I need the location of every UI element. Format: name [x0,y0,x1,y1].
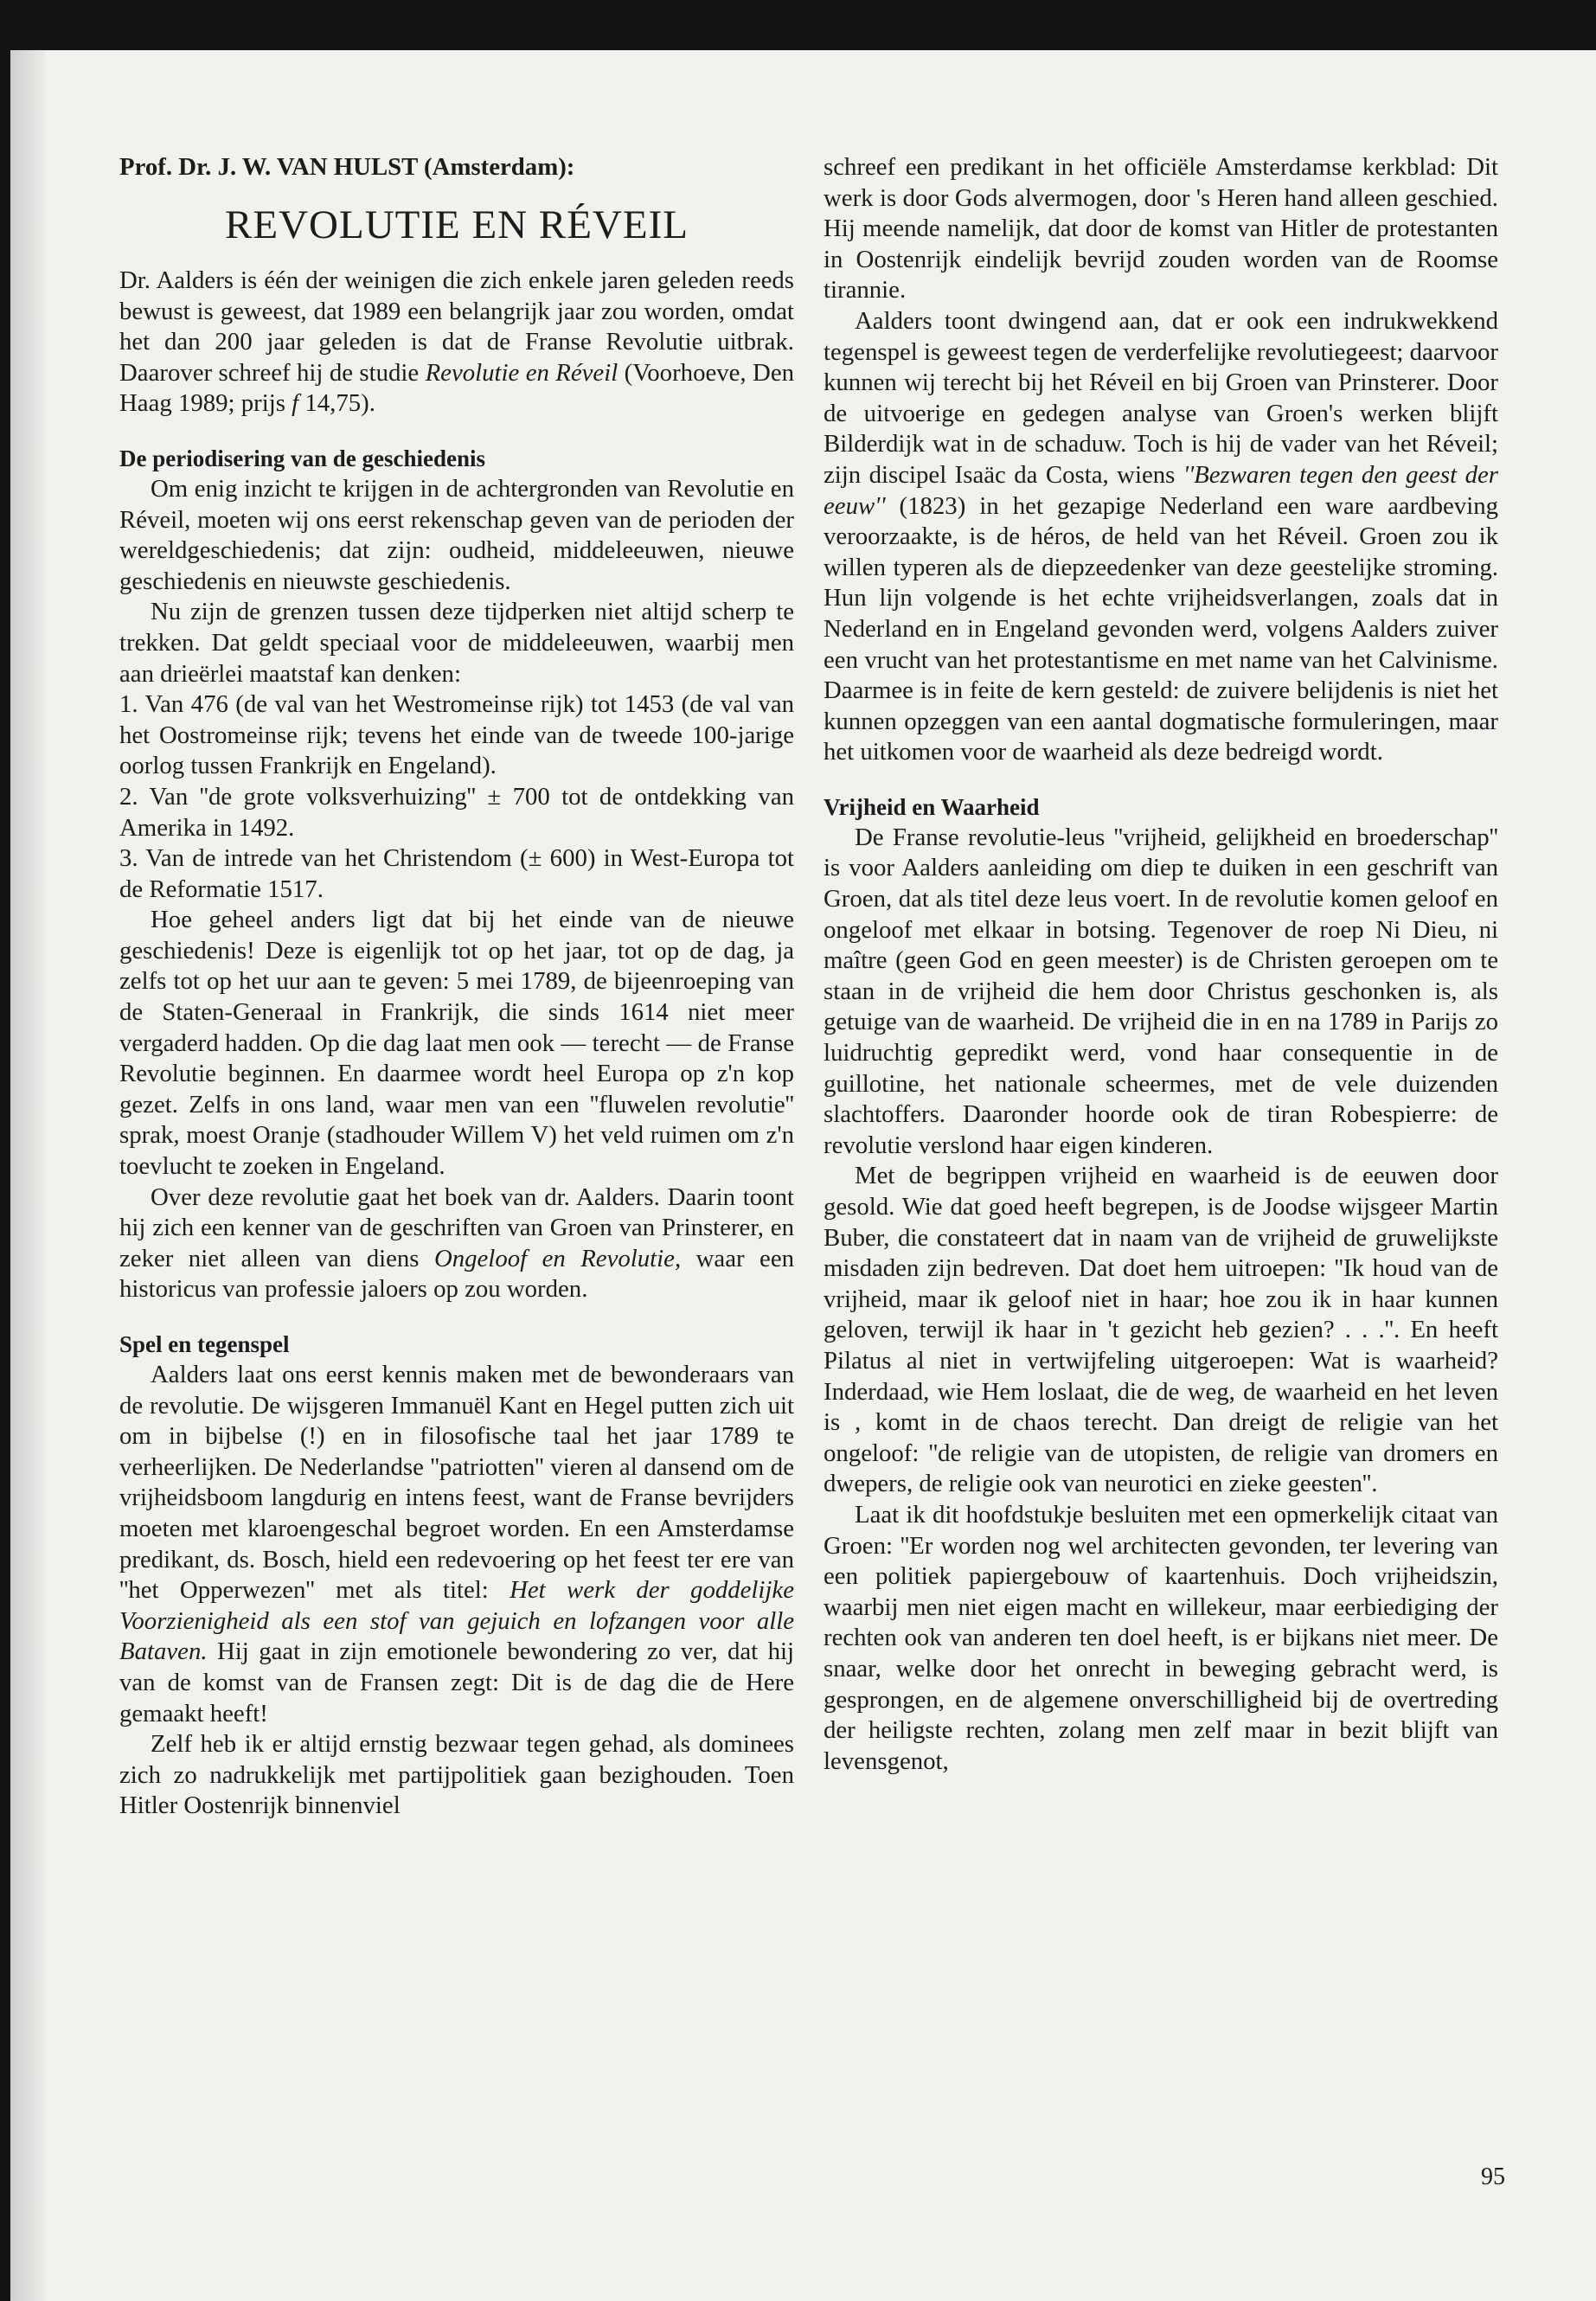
paragraph: Met de begrippen vrijheid en waarheid is de eeuwen door gesold. Wie dat goed heeft begrepen, is de Joodse wijsgeer Martin Buber, die constateert dat in naam van de vrijheid de gruwelijkste misdaden zijn bedreven. Dat doet hem uitroepen: ''Ik houd van de vrijheid, maar ik geloof niet in haar; hoe zou ik in haar kunnen geloven, terwijl ik haar in 't gezicht heb gezien? . . .''. En heeft Pilatus al niet in vertwijfeling uitgeroepen: Wat is waarheid? Inderdaad, wie Hem loslaat, die de weg, de waarheid en het leven is , komt in de chaos terecht. Dan dreigt de religie van het ongeloof: ''de religie van de utopisten, de religie van dromers en dwepers, de religie ook van neurotici en zieke geesten''. [824,1162,1498,1498]
list-item: 1. Van 476 (de val van het Westromeinse rijk) tot 1453 (de val van het Oostromeinse rijk; tevens het einde van de tweede 100-jarige oorlog tussen Frankrijk en Engeland). [119,690,794,780]
page-number: 95 [1481,2163,1505,2190]
paragraph: Om enig inzicht te krijgen in de achtergronden van Revolutie en Réveil, moeten wij ons eerst rekenschap geven van de perioden der wereldgeschiedenis; dat zijn: oudheid, middeleeuwen, nieuwe geschiedenis en nieuwste geschiedenis. [119,474,794,595]
paragraph: Aalders laat ons eerst kennis maken met de bewonderaars van de revolutie. De wijsgeren Immanuël Kant en Hegel putten zich uit om in bijbelse (!) en in filosofische taal het jaar 1789 te verheerlijken. De Nederlandse ''patriotten'' vieren al dansend om de vrijheidsboom langdurig en intens feest, want de Franse bevrijders moeten met klaroengeschal begroet worden. En een Amsterdamse predikant, ds. Bosch, hield een redevoering op het feest ter ere van ''het Opperwezen'' met als titel: Het werk der goddelijke Voorzienigheid als een stof van gejuich en lofzangen voor alle Bataven. Hij gaat in zijn emotionele bewondering zo ver, dat hij van de komst van de Fransen zegt: Dit is de dag die de Here gemaakt heeft! [119,1361,794,1727]
section-heading-vrijheid-en-waarheid: Vrijheid en Waarheid [824,793,1040,820]
paragraph: Laat ik dit hoofdstukje besluiten met een opmerkelijk citaat van Groen: ''Er worden nog wel architecten gevonden, ter levering van een politiek papiergebouw of kaartenhuis. Doch vrijheidszin, waarbij men niet eigen macht en willekeur, maar eerbiediging der rechten ook van anderen ten doel heeft, is er bijkans niet meer. De snaar, welke door het onrecht in beweging gebracht werd, is gesprongen, en de algemene onverschilligheid bij de overtreding der heiligste rechten, zolang men zelf maar in bezit blijft van levensgenot, [824,1500,1498,1775]
paragraph: schreef een predikant in het officiële Amsterdamse kerkblad: Dit werk is door Gods alvermogen, door 's Heren hand alleen geschied. Hij meende namelijk, dat door de komst van Hitler de protestanten in Oostenrijk eindelijk bevrijd zouden worden van de Roomse tirannie. [824,153,1498,304]
right-column [824,152,1498,1777]
left-column [119,152,794,1822]
article-title: REVOLUTIE EN RÉVEIL [225,202,689,247]
list-item: 2. Van ''de grote volksverhuizing'' ± 700 tot de ontdekking van Amerika in 1492. [119,782,794,842]
paragraph: De Franse revolutie-leus ''vrijheid, gelijkheid en broederschap'' is voor Aalders aanleiding om diep te duiken in een geschrift van Groen, dat als titel deze leus voert. In de revolutie komen geloof en ongeloof met elkaar in botsing. Tegenover de roep Ni Dieu, ni maître (geen God en geen meester) is de Christen geroepen om te staan in de vrijheid die hem door Christus geschonken is, als getuige van de waarheid. De vrijheid die in en na 1789 in Parijs zo luidruchtig gepredikt werd, vond haar consequentie in de guillotine, het nationale scheermes, met de vele duizenden slachtoffers. Daaronder hoorde ook de tiran Robespierre: de revolutie verslond haar eigen kinderen. [824,823,1498,1159]
paragraph: Hoe geheel anders ligt dat bij het einde van de nieuwe geschiedenis! Deze is eigenlijk tot op het jaar, tot op de dag, ja zelfs tot op het uur aan te geven: 5 mei 1789, de bijeenroeping van de Staten-Generaal in Frankrijk, die sinds 1614 niet meer vergaderd hadden. Op die dag laat men ook — terecht — de Franse Revolutie beginnen. En daarmee wordt heel Europa op z'n kop gezet. Zelfs in ons land, waar men van een ''fluwelen revolutie'' sprak, moest Oranje (stadhouder Willem V) het veld ruimen om z'n toevlucht te zoeken in Engeland. [119,906,794,1181]
paragraph: Nu zijn de grenzen tussen deze tijdperken niet altijd scherp te trekken. Dat geldt speciaal voor de middeleeuwen, waarbij men aan drieërlei maatstaf kan denken: [119,598,794,688]
paragraph: Zelf heb ik er altijd ernstig bezwaar tegen gehad, als dominees zich zo nadrukkelijk met partijpolitiek gaan bezighouden. Toen Hitler Oostenrijk binnenviel [119,1730,794,1820]
section-heading-spel-en-tegenspel: Spel en tegenspel [119,1331,290,1357]
author-byline: Prof. Dr. J. W. VAN HULST (Amsterdam): [119,153,575,181]
section-heading-periodisering: De periodisering van de geschiedenis [119,445,485,471]
binding-gutter [10,50,45,2301]
page [10,50,1596,2301]
intro-paragraph: Dr. Aalders is één der weinigen die zich enkele jaren geleden reeds bewust is geweest, dat 1989 een belangrijk jaar zou worden, omdat het dan 200 jaar geleden is dat de Franse Revolutie uitbrak. Daarover schreef hij de studie Revolutie en Réveil (Voorhoeve, Den Haag 1989; prijs f 14,75). [119,266,794,418]
paragraph: Over deze revolutie gaat het boek van dr. Aalders. Daarin toont hij zich een kenner van de geschriften van Groen van Prinsterer, en zeker niet alleen van diens Ongeloof en Revolutie, waar een historicus van professie jaloers op zou worden. [119,1183,794,1304]
list-item: 3. Van de intrede van het Christendom (± 600) in West-Europa tot de Reformatie 1517. [119,844,794,903]
paragraph: Aalders toont dwingend aan, dat er ook een indrukwekkend tegenspel is geweest tegen de verderfelijke revolutiegeest; daarvoor kunnen wij terecht bij het Réveil en bij Groen van Prinsterer. Door de uitvoerige en gedegen analyse van Groen's werken blijft Bilderdijk wat in de schaduw. Toch is hij de vader van het Réveil; zijn discipel Isaäc da Costa, wiens ''Bezwaren tegen den geest der eeuw'' (1823) in het gezapige Nederland een ware aardbeving veroorzaakte, is de héros, de held van het Réveil. Groen zou ik willen typeren als de diepzeedenker van deze geestelijke stroming. Hun lijn volgende is het echte vrijheidsverlangen, zoals dat in Nederland en in Engeland gevonden werd, volgens Aalders zuiver een vrucht van het protestantisme en met name van het Calvinisme. Daarmee is in feite de kern gesteld: de zuivere belijdenis is niet het kunnen opzeggen van een aantal dogmatische formuleringen, maar het uitkomen voor de waarheid als deze bedreigd wordt. [824,306,1498,766]
